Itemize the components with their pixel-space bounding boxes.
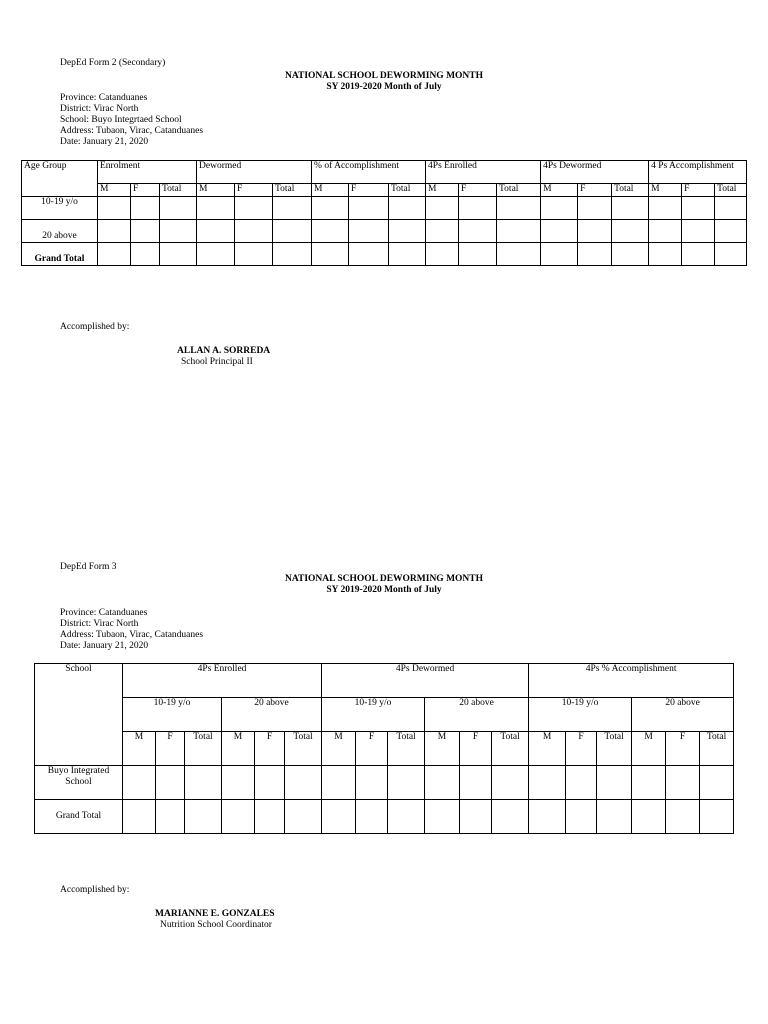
table-row bbox=[22, 243, 747, 266]
form2-info bbox=[60, 608, 203, 652]
age-header-10-19: 10-19 y/o bbox=[529, 698, 632, 732]
sub-header-m: M bbox=[426, 184, 459, 197]
form1-signatory-title: School Principal II bbox=[181, 357, 253, 367]
sub-header-f: F bbox=[682, 184, 715, 197]
row-label-school: Buyo Integrated School bbox=[35, 766, 123, 800]
group-header-4ps-accomplishment: 4Ps % Accomplishment bbox=[529, 664, 734, 698]
sub-header-f: F bbox=[356, 732, 388, 766]
age-header-10-19: 10-19 y/o bbox=[123, 698, 222, 732]
sub-header-total: Total bbox=[497, 184, 541, 197]
row-label-10-19: 10-19 y/o bbox=[22, 197, 98, 220]
sub-header-total: Total bbox=[388, 732, 425, 766]
group-header-enrolment: Enrolment bbox=[98, 161, 197, 184]
sub-header-total: Total bbox=[597, 732, 632, 766]
sub-header-total: Total bbox=[185, 732, 222, 766]
form1-info bbox=[60, 93, 203, 148]
row-label-grand-total: Grand Total bbox=[35, 800, 123, 834]
form2-subtitle: SY 2019-2020 Month of July bbox=[326, 585, 442, 595]
sub-header-m: M bbox=[541, 184, 578, 197]
form2-province: Province: Catanduanes bbox=[60, 608, 148, 618]
row-label-grand-total: Grand Total bbox=[22, 243, 98, 266]
sub-header-m: M bbox=[197, 184, 235, 197]
form1-accomplished-by: Accomplished by: bbox=[60, 322, 130, 332]
age-group-header: Age Group bbox=[22, 161, 98, 197]
sub-header-m: M bbox=[649, 184, 682, 197]
table-row bbox=[35, 766, 734, 800]
sub-header-total: Total bbox=[612, 184, 649, 197]
group-header-4ps-enrolled: 4Ps Enrolled bbox=[426, 161, 541, 184]
form1-province: Province: Catanduanes bbox=[60, 93, 148, 103]
group-header-4ps-dewormed: 4Ps Dewormed bbox=[541, 161, 649, 184]
school-header: School bbox=[35, 664, 123, 766]
age-header-20-above: 20 above bbox=[425, 698, 529, 732]
group-header-accomplishment: % of Accomplishment bbox=[312, 161, 426, 184]
group-header-4ps-accomplishment: 4 Ps Accomplishment bbox=[649, 161, 747, 184]
form2-address: Address: Tubaon, Virac, Catanduanes bbox=[60, 630, 204, 640]
sub-header-f: F bbox=[566, 732, 597, 766]
sub-header-total: Total bbox=[273, 184, 312, 197]
form2-signatory-title: Nutrition School Coordinator bbox=[160, 920, 272, 930]
form2-label: DepEd Form 3 bbox=[60, 562, 117, 572]
sub-header-f: F bbox=[666, 732, 700, 766]
sub-header-m: M bbox=[98, 184, 131, 197]
sub-header-total: Total bbox=[700, 732, 734, 766]
age-header-20-above: 20 above bbox=[222, 698, 322, 732]
group-header-4ps-enrolled: 4Ps Enrolled bbox=[123, 664, 322, 698]
sub-header-m: M bbox=[425, 732, 460, 766]
group-header-dewormed: Dewormed bbox=[197, 161, 312, 184]
form1-label: DepEd Form 2 (Secondary) bbox=[60, 58, 166, 68]
age-header-20-above: 20 above bbox=[632, 698, 734, 732]
sub-header-f: F bbox=[349, 184, 389, 197]
sub-header-m: M bbox=[632, 732, 666, 766]
table-row bbox=[22, 197, 747, 220]
form1-subtitle: SY 2019-2020 Month of July bbox=[326, 82, 442, 92]
sub-header-m: M bbox=[123, 732, 156, 766]
form2-title: NATIONAL SCHOOL DEWORMING MONTH bbox=[284, 574, 484, 584]
form2-date: Date: January 21, 2020 bbox=[60, 641, 149, 651]
row-label-20-above: 20 above bbox=[22, 220, 98, 243]
sub-header-f: F bbox=[235, 184, 273, 197]
sub-header-total: Total bbox=[389, 184, 426, 197]
sub-header-f: F bbox=[255, 732, 285, 766]
table-row bbox=[35, 800, 734, 834]
age-header-10-19: 10-19 y/o bbox=[322, 698, 425, 732]
sub-header-f: F bbox=[156, 732, 185, 766]
sub-header-m: M bbox=[222, 732, 255, 766]
form2-table bbox=[34, 663, 734, 834]
sub-header-f: F bbox=[459, 184, 497, 197]
sub-header-total: Total bbox=[492, 732, 529, 766]
form1-school: School: Buyo Integrtaed School bbox=[60, 115, 182, 125]
sub-header-m: M bbox=[312, 184, 349, 197]
form2-accomplished-by: Accomplished by: bbox=[60, 885, 130, 895]
form1-date: Date: January 21, 2020 bbox=[60, 137, 149, 147]
form2-signatory-name: MARIANNE E. GONZALES bbox=[155, 909, 275, 919]
sub-header-total: Total bbox=[715, 184, 747, 197]
form1-district: District: Virac North bbox=[60, 104, 139, 114]
sub-header-f: F bbox=[460, 732, 492, 766]
form2-district: District: Virac North bbox=[60, 619, 139, 629]
sub-header-f: F bbox=[578, 184, 612, 197]
sub-header-m: M bbox=[529, 732, 566, 766]
sub-header-total: Total bbox=[285, 732, 322, 766]
sub-header-f: F bbox=[131, 184, 160, 197]
sub-header-total: Total bbox=[160, 184, 197, 197]
form1-address: Address: Tubaon, Virac, Catanduanes bbox=[60, 126, 204, 136]
form1-table bbox=[21, 160, 747, 266]
form1-title: NATIONAL SCHOOL DEWORMING MONTH bbox=[284, 71, 484, 81]
form1-signatory-name: ALLAN A. SORREDA bbox=[177, 346, 271, 356]
group-header-4ps-dewormed: 4Ps Dewormed bbox=[322, 664, 529, 698]
table-row bbox=[22, 220, 747, 243]
sub-header-m: M bbox=[322, 732, 356, 766]
